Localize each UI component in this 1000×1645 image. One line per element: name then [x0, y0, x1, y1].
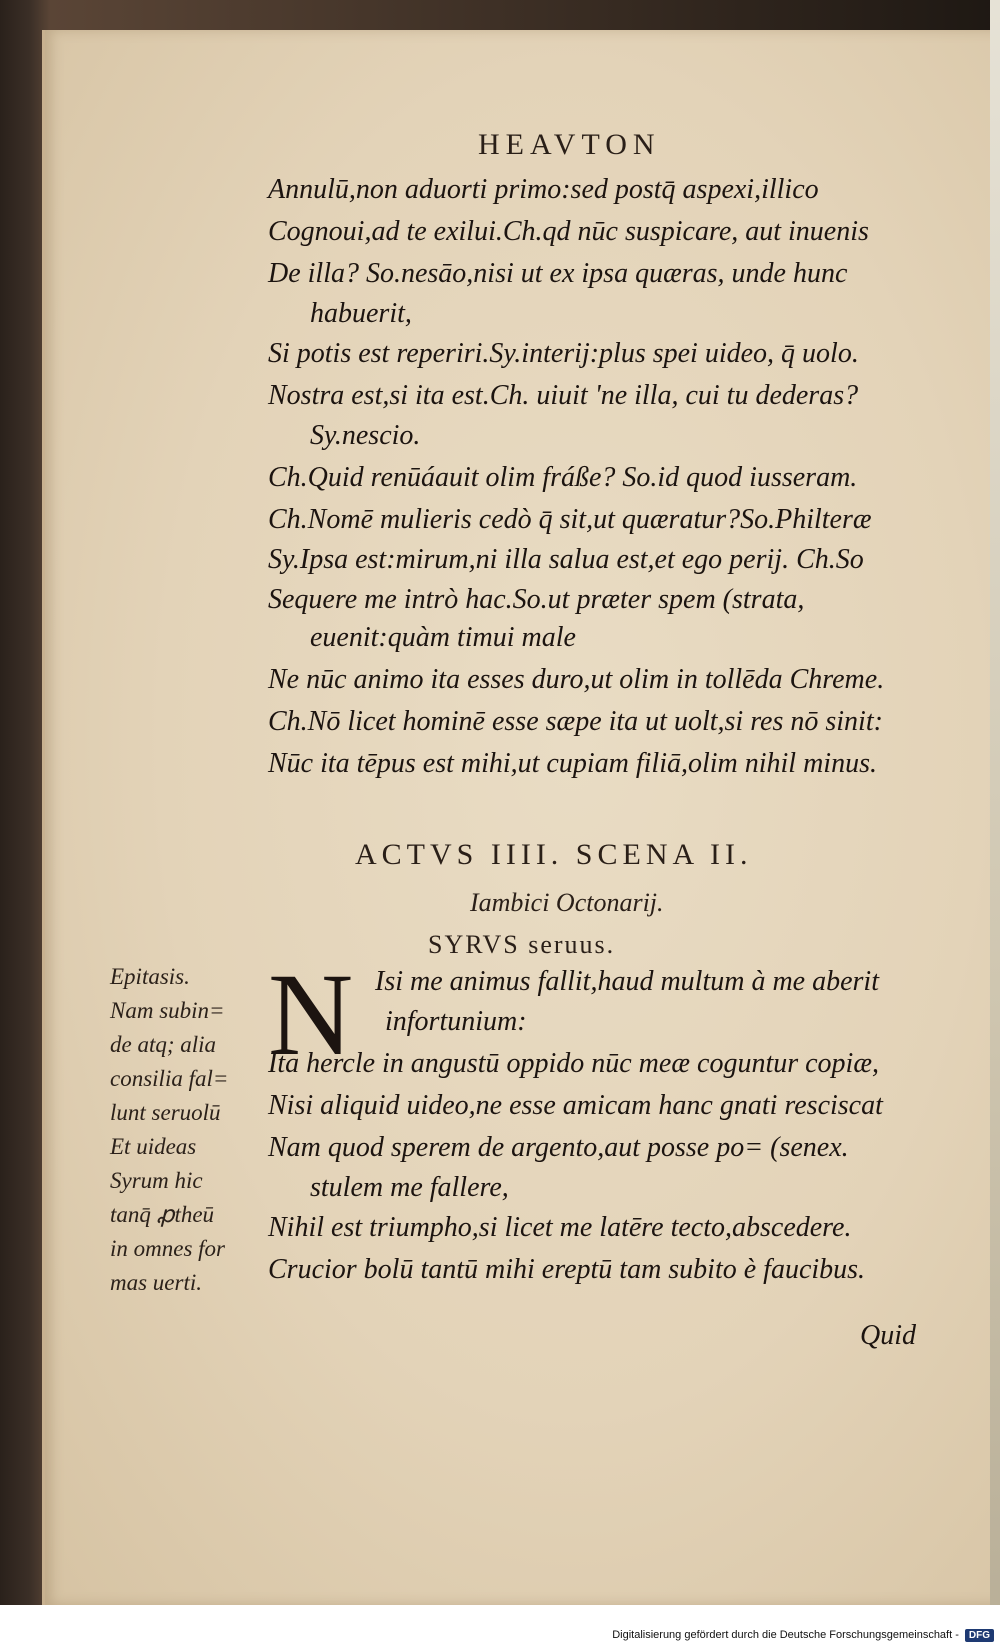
footer-text: Digitalisierung gefördert durch die Deutsche Forschungsgemeinschaft - [612, 1629, 959, 1641]
verse-line: Nam quod sperem de argento,aut posse po= (senex. [268, 1132, 849, 1163]
margin-note-line: lunt seruolū [110, 1100, 221, 1125]
verse-line: Cognoui,ad te exilui.Ch.qd nūc suspicare, aut inuenis [268, 216, 869, 247]
verse-line: infortunium: [385, 1006, 527, 1037]
verse-line: Nostra est,si ita est.Ch. uiuit 'ne illa, cui tu dederas? [268, 380, 859, 411]
margin-note-line: Syrum hic [110, 1168, 203, 1193]
verse-line: Sequere me intrò hac.So.ut præter spem (strata, [268, 584, 805, 615]
meter-label: Iambici Octonarij. [470, 888, 664, 917]
running-header: HEAVTON [478, 128, 661, 161]
speaker-label: SYRVS seruus. [428, 930, 616, 959]
verse-line: Isi me animus fallit,haud multum à me aberit [375, 966, 879, 997]
margin-note-line: Et uideas [110, 1134, 197, 1159]
page-edge [990, 0, 1000, 1645]
verse-line: Nisi aliquid uideo,ne esse amicam hanc gnati resciscat [268, 1090, 883, 1121]
verse-line: Sy.nescio. [310, 420, 421, 451]
margin-note-line: de atq; alia [110, 1032, 217, 1057]
verse-line: Ne nūc animo ita esses duro,ut olim in tollēda Chreme. [268, 664, 885, 695]
margin-note-line: mas uerti. [110, 1270, 202, 1295]
verse-line: Crucior bolū tantū mihi ereptū tam subito è faucibus. [268, 1254, 866, 1285]
verse-line: habuerit, [310, 298, 412, 329]
margin-note-line: Epitasis. [110, 964, 190, 989]
verse-line: Ita hercle in angustū oppido nūc meæ coguntur copiæ, [268, 1048, 879, 1079]
verse-line: De illa? So.nesāo,nisi ut ex ipsa quæras, unde hunc [268, 258, 848, 289]
verse-line: Nūc ita tēpus est mihi,ut cupiam filiā,olim nihil minus. [268, 748, 877, 779]
verse-line: Nihil est triumpho,si licet me latēre tecto,abscedere. [268, 1212, 852, 1243]
margin-note-line: in omnes for [110, 1236, 225, 1261]
dfg-logo: DFG [965, 1629, 994, 1642]
verse-line: euenit:quàm timui male [310, 622, 576, 653]
margin-note [110, 960, 250, 1300]
catchword: Quid [860, 1320, 916, 1351]
verse-line: Si potis est reperiri.Sy.interij:plus spei uideo, q̄ uolo. [268, 338, 859, 369]
verse-line: Ch.Nō licet hominē esse sæpe ita ut uolt,si res nō sinit: [268, 706, 883, 737]
margin-note-line: Nam subin= [110, 998, 225, 1023]
verse-line: Ch.Nomē mulieris cedò q̄ sit,ut quæratur?So.Philteræ [268, 504, 872, 535]
margin-note-line: consilia fal= [110, 1066, 229, 1091]
verse-line: stulem me fallere, [310, 1172, 509, 1203]
verse-line: Ch.Quid renūáauit olim fráße? So.id quod iusseram. [268, 462, 858, 493]
footer [612, 1627, 994, 1643]
verse-line: Annulū,non aduorti primo:sed postq̄ aspexi,illico [268, 174, 819, 205]
act-scene-title: ACTVS IIII. SCENA II. [355, 838, 753, 871]
drop-cap: N [268, 949, 354, 1080]
verse-line: Sy.Ipsa est:mirum,ni illa salua est,et ego perij. Ch.So [268, 544, 864, 575]
margin-note-line: tanq̄ ꝓtheū [110, 1202, 215, 1227]
